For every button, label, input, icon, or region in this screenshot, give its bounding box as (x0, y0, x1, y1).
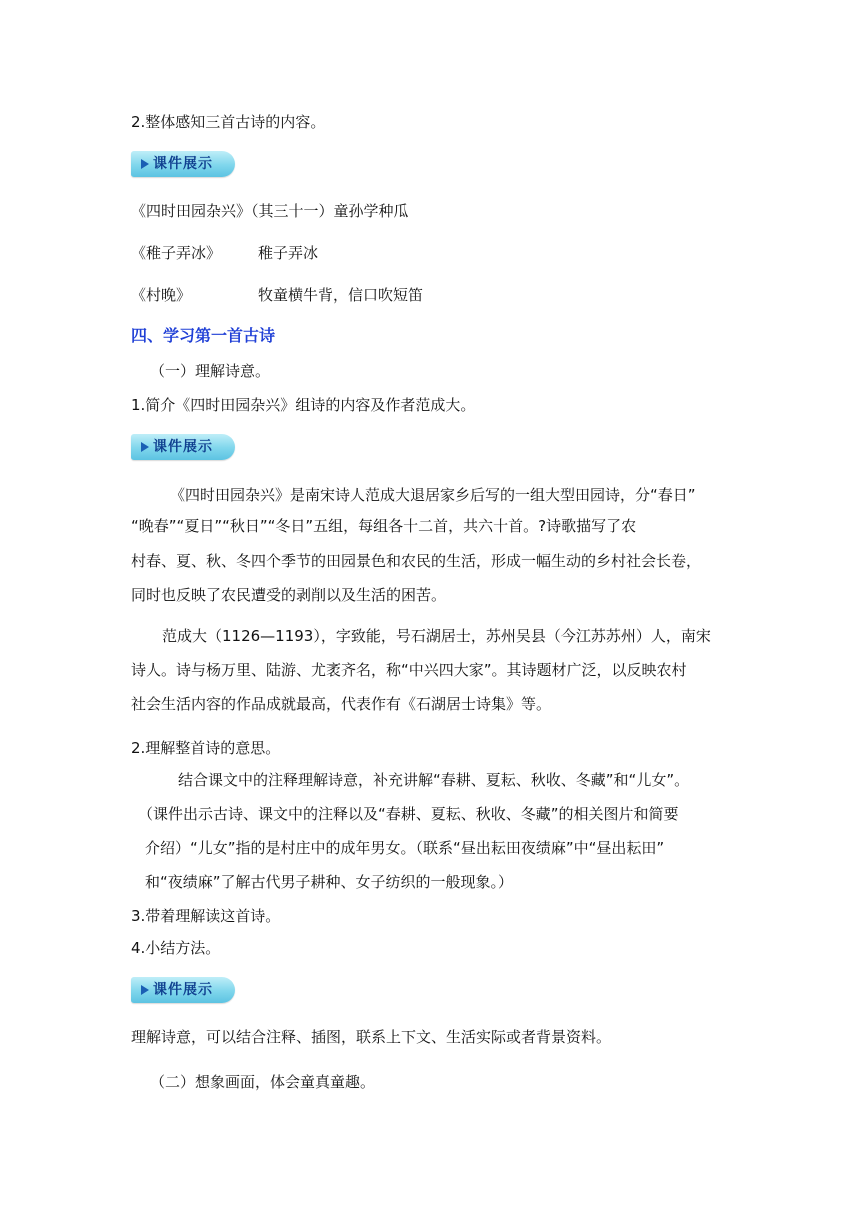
understand-step: 2.理解整首诗的意思。 (131, 739, 281, 757)
poem2-desc: 稚子弄冰 (258, 244, 319, 262)
poem3-title: 《村晚》 (131, 286, 192, 304)
paragraph-1-line: 同时也反映了农民遭受的剥削以及生活的困苦。 (131, 586, 447, 604)
courseware-badge (131, 434, 235, 460)
step-2-text: 2.整体感知三首古诗的内容。 (131, 113, 326, 131)
paragraph-1-line: “晚春”“夏日”“秋日”“冬日”五组，每组各十二首，共六十首。?诗歌描写了农 (131, 517, 637, 535)
paragraph-3-line: （课件出示古诗、课文中的注释以及“春耕、夏耘、秋收、冬藏”的相关图片和简要 (138, 805, 679, 823)
poem1-line: 《四时田园杂兴》（其三十一）童孙学种瓜 (131, 202, 409, 220)
badge-label: 课件展示 (153, 439, 213, 455)
paragraph-2-line: 范成大（1126—1193），字致能，号石湖居士，苏州吴县（今江苏苏州）人，南宋 (162, 627, 711, 645)
paragraph-2-line: 社会生活内容的作品成就最高，代表作有《石湖居士诗集》等。 (131, 695, 552, 713)
badge-label: 课件展示 (153, 156, 213, 172)
paragraph-3-line: 结合课文中的注释理解诗意，补充讲解“春耕、夏耘、秋收、冬藏”和“儿女”。 (178, 771, 690, 789)
play-arrow-icon (141, 442, 149, 452)
play-arrow-icon (141, 159, 149, 169)
read-step: 3.带着理解读这首诗。 (131, 907, 281, 925)
summary-step: 4.小结方法。 (131, 939, 221, 957)
paragraph-3-line: 介绍）“儿女”指的是村庄中的成年男女。（联系“昼出耘田夜绩麻”中“昼出耘田” (145, 839, 665, 857)
poem2-title: 《稚子弄冰》 (131, 244, 222, 262)
paragraph-1-line: 《四时田园杂兴》是南宋诗人范成大退居家乡后写的一组大型田园诗，分“春日” (170, 486, 696, 504)
play-arrow-icon (141, 985, 149, 995)
subsection-1: （一）理解诗意。 (150, 362, 271, 380)
paragraph-1-line: 村春、夏、秋、冬四个季节的田园景色和农民的生活，形成一幅生动的乡村社会长卷， (131, 552, 702, 570)
section-heading: 四、学习第一首古诗 (131, 326, 276, 345)
courseware-badge (131, 151, 235, 177)
summary-text: 理解诗意，可以结合注释、插图，联系上下文、生活实际或者背景资料。 (131, 1028, 612, 1046)
intro-step: 1.简介《四时田园杂兴》组诗的内容及作者范成大。 (131, 396, 476, 414)
paragraph-2-line: 诗人。诗与杨万里、陆游、尤袤齐名，称“中兴四大家”。其诗题材广泛，以反映农村 (131, 661, 687, 679)
paragraph-3-line: 和“夜绩麻”了解古代男子耕种、女子纺织的一般现象。） (145, 873, 514, 891)
poem3-desc: 牧童横牛背，信口吹短笛 (258, 286, 424, 304)
badge-label: 课件展示 (153, 982, 213, 998)
subsection-2: （二）想象画面，体会童真童趣。 (150, 1073, 376, 1091)
courseware-badge (131, 977, 235, 1003)
